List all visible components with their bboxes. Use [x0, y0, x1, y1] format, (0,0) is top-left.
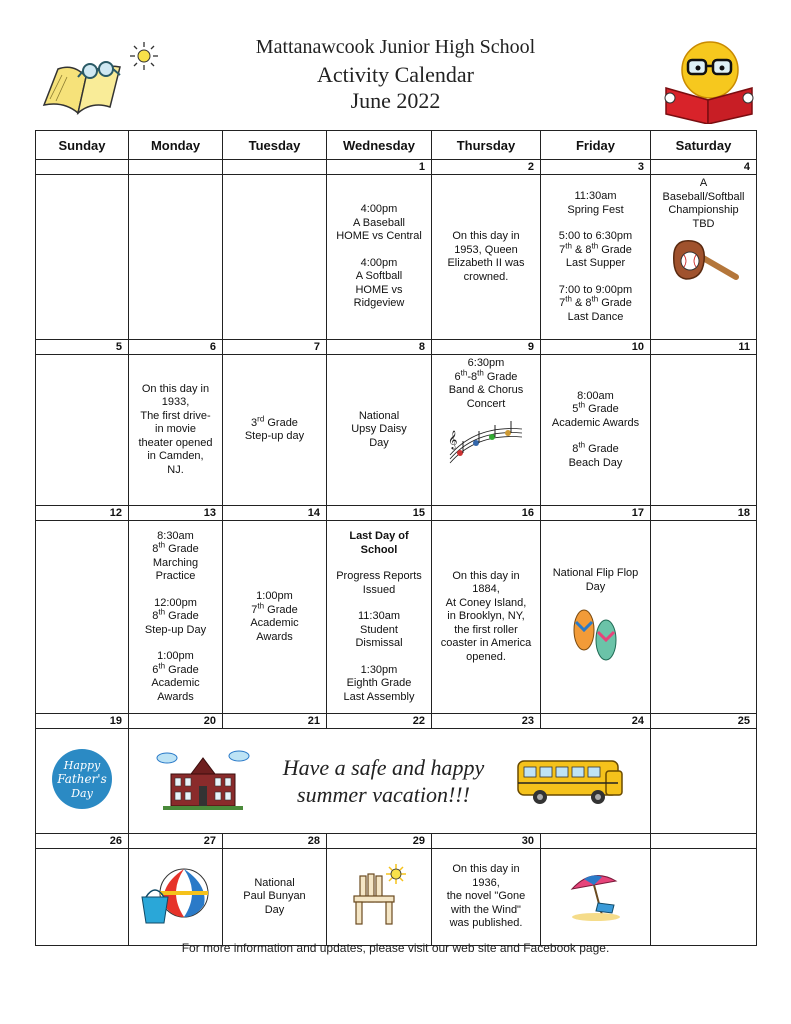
- event-line: 11:30am: [574, 190, 617, 202]
- day-cell-june-8: [327, 355, 432, 506]
- event-line: 7th & 8th Grade: [559, 294, 632, 309]
- weekday-tuesday: Tuesday: [223, 131, 327, 160]
- day-cell: [651, 729, 757, 834]
- day-cell-june-16: [432, 521, 541, 714]
- event-line: Elizabeth II was: [447, 257, 525, 269]
- event-line: 7:00 to 9:00pm: [558, 283, 633, 296]
- date-number: 28: [223, 834, 327, 849]
- event-line: On this day in: [141, 382, 210, 395]
- summer-message: [283, 754, 485, 808]
- event-line: 1936,: [472, 876, 500, 889]
- event-line: 6:30pm: [467, 357, 505, 369]
- date-number: 10: [541, 340, 651, 355]
- day-cell-june-4: [651, 175, 757, 340]
- event-line: Academic: [151, 677, 200, 690]
- day-cell-june-14: [223, 521, 327, 714]
- day-cell-june-13: [129, 521, 223, 714]
- event-line: Last Supper: [565, 257, 626, 269]
- date-number: 26: [36, 834, 129, 849]
- event-line: 1:00pm: [256, 590, 293, 602]
- event-line: 8:30am: [157, 529, 194, 542]
- weekday-header-row: [36, 131, 757, 160]
- week-5-numbers: [36, 834, 757, 849]
- day-cell: [651, 521, 757, 714]
- week-4-numbers: [36, 714, 757, 729]
- day-cell-june-7: [223, 355, 327, 506]
- summer-message-line-2: summer vacation!!!: [297, 782, 470, 807]
- event-line: Day: [369, 436, 389, 449]
- week-2-events: [36, 355, 757, 506]
- date-number: 23: [432, 714, 541, 729]
- date-number: 25: [651, 714, 757, 729]
- date-number: [129, 160, 223, 175]
- day-cell-june-27: [129, 849, 223, 946]
- fathers-day-line: Happy: [63, 758, 101, 772]
- event-line: National: [254, 876, 295, 889]
- event-line: coaster in America: [440, 637, 532, 650]
- day-cell: [129, 175, 223, 340]
- beach-umbrella-icon: [568, 867, 624, 923]
- event-line: the novel "Gone: [446, 890, 526, 903]
- event-line: 5:00 to 6:30pm: [558, 230, 633, 242]
- day-cell-june-10: [541, 355, 651, 506]
- date-number: 11: [651, 340, 757, 355]
- date-number: [223, 160, 327, 175]
- calendar-title: Activity Calendar: [316, 62, 474, 87]
- day-cell-june-9: [432, 355, 541, 506]
- event-line: Issued: [362, 583, 396, 596]
- event-line: At Coney Island,: [445, 596, 527, 609]
- event-line: Beach Day: [568, 456, 623, 469]
- event-line: National: [358, 409, 400, 422]
- event-line: Awards: [256, 630, 293, 643]
- event-line: The first drive-: [140, 409, 211, 422]
- event-line: 1933,: [161, 396, 190, 409]
- event-line: On this day in: [452, 863, 520, 876]
- weekday-monday: Monday: [129, 131, 223, 160]
- day-cell-june-19: [36, 729, 129, 834]
- summer-message-line-1: Have a safe and happy: [282, 755, 485, 780]
- date-number: 30: [432, 834, 541, 849]
- date-number: 3: [541, 160, 651, 175]
- day-cell: [36, 355, 129, 506]
- date-number: 24: [541, 714, 651, 729]
- event-line: the first roller: [454, 623, 518, 636]
- event-line: Last Day of: [349, 530, 409, 542]
- week-3-events: [36, 521, 757, 714]
- event-line: 8th Grade: [152, 540, 199, 556]
- event-line: Band & Chorus: [448, 384, 524, 396]
- event-line: A: [699, 177, 708, 189]
- school-building-icon: [153, 748, 253, 814]
- event-line: 6th Grade: [152, 661, 199, 676]
- event-line: was published.: [449, 917, 523, 930]
- event-line: On this day in: [452, 230, 520, 242]
- smiley-reading-icon: [658, 40, 758, 124]
- day-cell-june-28: [223, 849, 327, 946]
- date-number: 4: [651, 160, 757, 175]
- fathers-day-badge: [50, 747, 114, 811]
- svg-text:𝄞: 𝄞: [448, 430, 458, 449]
- date-number: 13: [129, 506, 223, 521]
- date-number: 5: [36, 340, 129, 355]
- event-line: Awards: [157, 690, 194, 703]
- day-cell: [541, 849, 651, 946]
- event-line: 8th Grade: [152, 607, 199, 623]
- event-line: 4:00pm: [360, 203, 398, 216]
- event-line: 3rd Grade: [251, 413, 298, 429]
- week-5-events: [36, 849, 757, 946]
- week-2-numbers: [36, 340, 757, 355]
- date-number: 19: [36, 714, 129, 729]
- event-line: Progress Reports: [336, 570, 422, 582]
- fathers-day-line: Father's: [57, 771, 107, 786]
- event-line: Upsy Daisy: [351, 423, 407, 436]
- book-glasses-icon: [40, 55, 130, 115]
- day-cell: [36, 849, 129, 946]
- event-line: Last Dance: [567, 310, 624, 323]
- date-number: [541, 834, 651, 849]
- date-number: [651, 834, 757, 849]
- day-cell: [651, 355, 757, 506]
- baseball-glove-icon: [668, 235, 740, 285]
- date-number: 29: [327, 834, 432, 849]
- weekday-thursday: Thursday: [432, 131, 541, 160]
- beach-ball-icon: [138, 865, 214, 925]
- event-line: Marching: [152, 556, 199, 569]
- event-line: 4:00pm: [360, 256, 398, 269]
- calendar-grid: [35, 130, 757, 946]
- event-line: in Camden,: [147, 450, 204, 463]
- event-line: On this day in: [452, 569, 520, 582]
- day-cell-june-3: [541, 175, 651, 340]
- event-line: 1953, Queen: [454, 243, 518, 256]
- event-line: 7th Grade: [251, 600, 298, 616]
- weekday-sunday: Sunday: [36, 131, 129, 160]
- event-line: in Brooklyn, NY,: [447, 610, 525, 623]
- event-line: Academic Awards: [551, 416, 640, 429]
- date-number: 20: [129, 714, 223, 729]
- date-number: 18: [651, 506, 757, 521]
- date-number: 1: [327, 160, 432, 175]
- weekday-friday: Friday: [541, 131, 651, 160]
- date-number: 27: [129, 834, 223, 849]
- event-line: A Baseball: [353, 216, 405, 229]
- event-line: 1884,: [472, 583, 500, 596]
- event-line: Last Assembly: [343, 690, 415, 703]
- date-number: 16: [432, 506, 541, 521]
- event-line: 8th Grade: [572, 440, 619, 456]
- adirondack-chair-icon: [344, 862, 414, 928]
- school-name: Mattanawcook Junior High School: [255, 36, 536, 58]
- event-line: opened.: [466, 650, 506, 663]
- flip-flops-icon: [566, 608, 626, 662]
- event-line: 7th & 8th Grade: [559, 240, 632, 256]
- event-line: theater opened: [138, 436, 213, 449]
- event-line: Student: [360, 623, 398, 636]
- event-line: Championship: [668, 204, 739, 216]
- event-line: A Softball: [355, 270, 403, 283]
- event-line: crowned.: [463, 270, 509, 283]
- day-cell-june-1: [327, 175, 432, 340]
- date-number: 15: [327, 506, 432, 521]
- event-line: 1:30pm: [360, 663, 398, 676]
- event-line: Ridgeview: [353, 297, 405, 310]
- date-number: 17: [541, 506, 651, 521]
- weekday-wednesday: Wednesday: [327, 131, 432, 160]
- date-number: 7: [223, 340, 327, 355]
- event-line: Day: [264, 903, 285, 916]
- date-number: 6: [129, 340, 223, 355]
- calendar-month: June 2022: [350, 88, 441, 113]
- summer-banner-cell: [129, 729, 651, 834]
- week-1-numbers: [36, 160, 757, 175]
- day-cell-june-17: [541, 521, 651, 714]
- day-cell-june-30: [432, 849, 541, 946]
- event-line: with the Wind": [451, 903, 521, 916]
- day-cell-june-15: [327, 521, 432, 714]
- date-number: 8: [327, 340, 432, 355]
- weekday-saturday: Saturday: [651, 131, 757, 160]
- week-3-numbers: [36, 506, 757, 521]
- day-cell-june-6: [129, 355, 223, 506]
- date-number: 22: [327, 714, 432, 729]
- date-number: [36, 160, 129, 175]
- event-line: Step-up day: [244, 430, 305, 442]
- music-notes-icon: [446, 415, 526, 465]
- event-line: School: [360, 543, 398, 556]
- event-line: Spring Fest: [567, 203, 624, 216]
- event-line: TBD: [692, 217, 715, 230]
- school-bus-icon: [514, 751, 626, 811]
- week-4-events: [36, 729, 757, 834]
- event-line: Practice: [155, 570, 196, 583]
- week-1-events: [36, 175, 757, 340]
- event-line: Concert: [466, 397, 506, 410]
- footer-note: For more information and updates, please visit our web site and Facebook page.: [181, 941, 610, 955]
- event-line: NJ.: [167, 463, 184, 476]
- event-line: 12:00pm: [154, 596, 197, 609]
- event-line: National Flip Flop: [552, 567, 639, 580]
- fathers-day-line: Day: [71, 786, 93, 800]
- day-cell: [223, 175, 327, 340]
- day-cell-june-2: [432, 175, 541, 340]
- event-line: 8:00am: [577, 389, 614, 402]
- event-line: Baseball/Softball: [662, 190, 745, 203]
- date-number: 14: [223, 506, 327, 521]
- day-cell: [36, 175, 129, 340]
- event-line: Step-up Day: [144, 623, 207, 636]
- event-line: Academic: [250, 617, 299, 629]
- event-line: HOME vs Central: [336, 230, 422, 243]
- event-line: 1:00pm: [157, 650, 194, 663]
- date-number: 12: [36, 506, 129, 521]
- day-cell: [651, 849, 757, 946]
- sun-icon: [128, 40, 160, 72]
- date-number: 21: [223, 714, 327, 729]
- event-line: Eighth Grade: [346, 677, 412, 689]
- event-line: 5th Grade: [572, 400, 619, 416]
- date-number: 9: [432, 340, 541, 355]
- event-line: Paul Bunyan: [243, 890, 306, 903]
- event-line: HOME vs: [355, 283, 403, 296]
- event-line: Dismissal: [355, 637, 403, 649]
- day-cell: [36, 521, 129, 714]
- event-line: 6th-8th Grade: [454, 367, 518, 383]
- event-line: 11:30am: [358, 610, 400, 622]
- event-line: in movie: [155, 423, 196, 436]
- event-line: Day: [585, 580, 606, 593]
- date-number: 2: [432, 160, 541, 175]
- day-cell-june-29: [327, 849, 432, 946]
